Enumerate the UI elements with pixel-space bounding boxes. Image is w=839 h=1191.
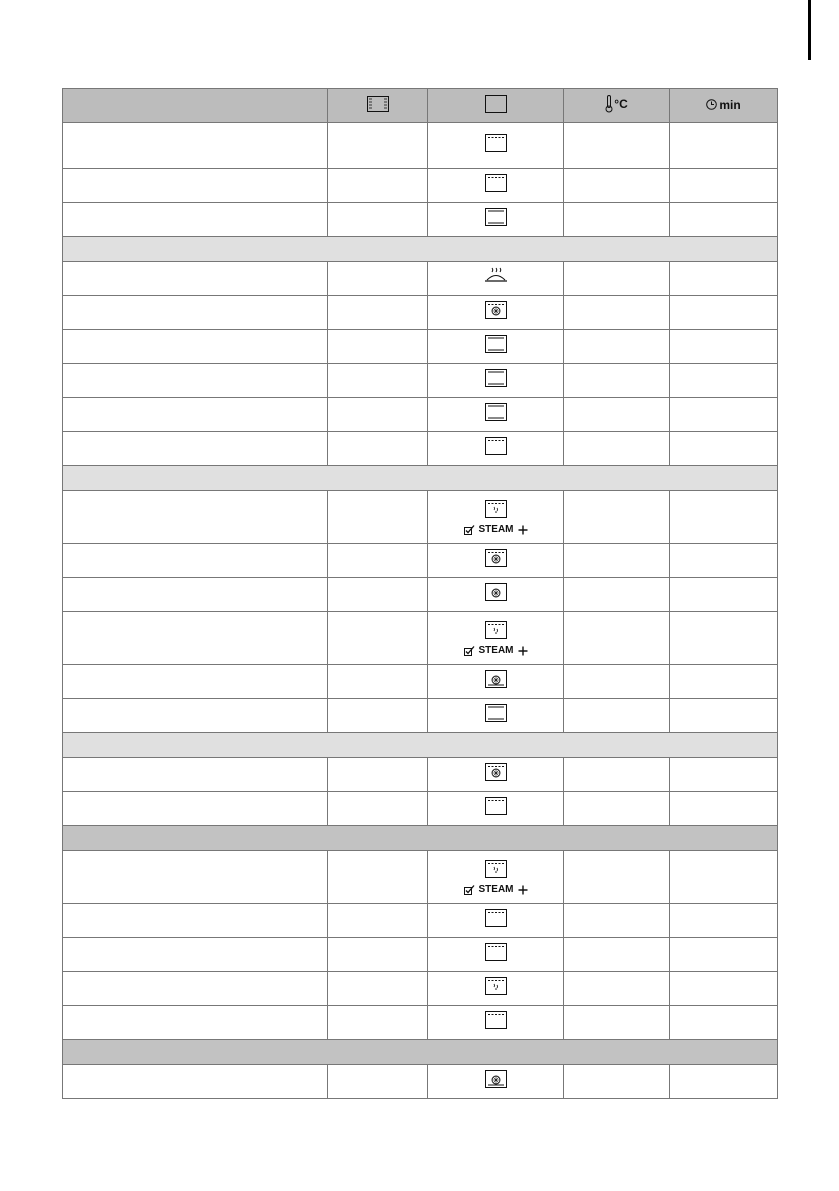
time-cell — [670, 398, 778, 432]
steam-heat-icon — [485, 860, 507, 878]
thermometer-icon — [605, 95, 613, 113]
table-row — [63, 169, 778, 203]
food-cell — [63, 792, 328, 826]
temperature-cell — [564, 665, 670, 699]
table-row — [63, 491, 778, 544]
time-cell — [670, 330, 778, 364]
grill-fan-icon — [485, 301, 507, 319]
temperature-cell — [564, 398, 670, 432]
top-bottom-heat-icon — [485, 704, 507, 722]
temperature-cell — [564, 544, 670, 578]
shelf-cell — [328, 938, 428, 972]
food-cell — [63, 851, 328, 904]
time-unit: min — [719, 97, 741, 112]
shelf-position-icon — [367, 96, 389, 112]
top-bottom-heat-icon — [485, 208, 507, 226]
time-cell — [670, 758, 778, 792]
top-heat-icon — [485, 943, 507, 961]
shelf-cell — [328, 1065, 428, 1099]
time-cell — [670, 203, 778, 237]
food-cell — [63, 938, 328, 972]
steam-heat-icon — [485, 621, 507, 639]
function-cell — [428, 792, 564, 826]
temperature-cell — [564, 169, 670, 203]
function-cell — [428, 296, 564, 330]
section-header-row — [63, 466, 778, 491]
shelf-cell — [328, 665, 428, 699]
function-cell — [428, 612, 564, 665]
temperature-cell — [564, 262, 670, 296]
shelf-cell — [328, 398, 428, 432]
plus-icon — [518, 885, 528, 895]
time-cell — [670, 938, 778, 972]
table-row — [63, 296, 778, 330]
food-cell — [63, 1006, 328, 1040]
function-cell — [428, 203, 564, 237]
steam-check-icon — [464, 525, 475, 535]
table-row — [63, 938, 778, 972]
table-row — [63, 262, 778, 296]
food-cell — [63, 296, 328, 330]
function-cell — [428, 972, 564, 1006]
table-row — [63, 665, 778, 699]
time-cell — [670, 699, 778, 733]
plate-warming-icon — [483, 266, 509, 286]
table-row — [63, 758, 778, 792]
food-cell — [63, 432, 328, 466]
time-cell — [670, 432, 778, 466]
table-row — [63, 1006, 778, 1040]
section-header-cell — [63, 237, 778, 262]
table-row — [63, 203, 778, 237]
function-cell — [428, 699, 564, 733]
function-cell — [428, 432, 564, 466]
time-cell — [670, 612, 778, 665]
steam-label: STEAM — [478, 883, 514, 895]
plus-icon — [518, 525, 528, 535]
time-cell — [670, 578, 778, 612]
table-row — [63, 612, 778, 665]
temperature-cell — [564, 123, 670, 169]
food-cell — [63, 491, 328, 544]
function-cell — [428, 123, 564, 169]
shelf-cell — [328, 330, 428, 364]
function-cell — [428, 491, 564, 544]
steam-indicator — [464, 885, 528, 895]
top-heat-icon — [485, 1011, 507, 1029]
section-header-row — [63, 237, 778, 262]
temperature-cell — [564, 1006, 670, 1040]
section-header-row — [63, 733, 778, 758]
steam-heat-icon — [485, 977, 507, 995]
temperature-cell — [564, 758, 670, 792]
table-row — [63, 578, 778, 612]
temperature-cell — [564, 1065, 670, 1099]
food-cell — [63, 972, 328, 1006]
table-row — [63, 792, 778, 826]
time-cell — [670, 296, 778, 330]
function-cell — [428, 262, 564, 296]
time-cell — [670, 123, 778, 169]
fan-bottom-icon — [485, 670, 507, 688]
food-cell — [63, 262, 328, 296]
time-cell — [670, 792, 778, 826]
function-cell — [428, 578, 564, 612]
section-header-cell — [63, 733, 778, 758]
time-cell — [670, 544, 778, 578]
food-cell — [63, 203, 328, 237]
food-cell — [63, 612, 328, 665]
top-heat-icon — [485, 134, 507, 152]
steam-check-icon — [464, 885, 475, 895]
food-cell — [63, 364, 328, 398]
food-cell — [63, 1065, 328, 1099]
temperature-cell — [564, 699, 670, 733]
temperature-cell — [564, 491, 670, 544]
grill-fan-icon — [485, 763, 507, 781]
shelf-cell — [328, 851, 428, 904]
table-row — [63, 904, 778, 938]
top-heat-icon — [485, 909, 507, 927]
function-cell — [428, 544, 564, 578]
time-cell — [670, 665, 778, 699]
header-function — [428, 89, 564, 123]
function-cell — [428, 938, 564, 972]
shelf-cell — [328, 904, 428, 938]
table-row — [63, 330, 778, 364]
function-cell — [428, 1006, 564, 1040]
steam-label: STEAM — [478, 523, 514, 535]
function-cell — [428, 904, 564, 938]
header-food — [63, 89, 328, 123]
plus-icon — [518, 646, 528, 656]
food-cell — [63, 578, 328, 612]
food-cell — [63, 758, 328, 792]
top-heat-icon — [485, 437, 507, 455]
fan-bottom-icon — [485, 1070, 507, 1088]
time-cell — [670, 1065, 778, 1099]
shelf-cell — [328, 432, 428, 466]
top-heat-icon — [485, 174, 507, 192]
temperature-cell — [564, 203, 670, 237]
section-header-row — [63, 826, 778, 851]
shelf-cell — [328, 972, 428, 1006]
temperature-cell — [564, 938, 670, 972]
fan-heat-icon — [485, 583, 507, 601]
shelf-cell — [328, 578, 428, 612]
food-cell — [63, 330, 328, 364]
steam-heat-icon — [485, 500, 507, 518]
temperature-cell — [564, 364, 670, 398]
time-cell — [670, 364, 778, 398]
table-row — [63, 432, 778, 466]
header-temperature — [564, 89, 670, 123]
temperature-cell — [564, 330, 670, 364]
shelf-cell — [328, 612, 428, 665]
time-cell — [670, 851, 778, 904]
food-cell — [63, 544, 328, 578]
table-row — [63, 364, 778, 398]
top-bottom-heat-icon — [485, 403, 507, 421]
shelf-cell — [328, 1006, 428, 1040]
food-cell — [63, 123, 328, 169]
food-cell — [63, 398, 328, 432]
header-time — [670, 89, 778, 123]
food-cell — [63, 665, 328, 699]
shelf-cell — [328, 169, 428, 203]
shelf-cell — [328, 792, 428, 826]
temperature-cell — [564, 851, 670, 904]
section-header-cell — [63, 826, 778, 851]
temperature-cell — [564, 578, 670, 612]
shelf-cell — [328, 296, 428, 330]
time-cell — [670, 1006, 778, 1040]
table-header — [63, 89, 778, 123]
steam-indicator — [464, 525, 528, 535]
temperature-cell — [564, 904, 670, 938]
top-heat-icon — [485, 797, 507, 815]
section-header-row — [63, 1040, 778, 1065]
section-header-cell — [63, 1040, 778, 1065]
shelf-cell — [328, 203, 428, 237]
temperature-cell — [564, 432, 670, 466]
table-row — [63, 544, 778, 578]
temperature-cell — [564, 612, 670, 665]
grill-fan-icon — [485, 549, 507, 567]
shelf-cell — [328, 491, 428, 544]
function-cell — [428, 330, 564, 364]
temperature-unit: °C — [614, 97, 628, 111]
temperature-cell — [564, 792, 670, 826]
shelf-cell — [328, 123, 428, 169]
food-cell — [63, 699, 328, 733]
table-row — [63, 851, 778, 904]
section-header-cell — [63, 466, 778, 491]
shelf-cell — [328, 262, 428, 296]
table-row — [63, 972, 778, 1006]
shelf-cell — [328, 758, 428, 792]
function-cell — [428, 1065, 564, 1099]
cooking-table — [62, 88, 778, 1099]
oven-function-icon — [485, 95, 507, 113]
shelf-cell — [328, 699, 428, 733]
time-cell — [670, 262, 778, 296]
header-shelf — [328, 89, 428, 123]
shelf-cell — [328, 544, 428, 578]
binding-mark — [808, 0, 811, 60]
table-row — [63, 123, 778, 169]
steam-indicator — [464, 646, 528, 656]
top-bottom-heat-icon — [485, 369, 507, 387]
time-cell — [670, 904, 778, 938]
food-cell — [63, 904, 328, 938]
temperature-cell — [564, 972, 670, 1006]
table-row — [63, 699, 778, 733]
food-cell — [63, 169, 328, 203]
table-row — [63, 1065, 778, 1099]
steam-label: STEAM — [478, 644, 514, 656]
shelf-cell — [328, 364, 428, 398]
function-cell — [428, 851, 564, 904]
function-cell — [428, 665, 564, 699]
table-row — [63, 398, 778, 432]
function-cell — [428, 758, 564, 792]
time-cell — [670, 972, 778, 1006]
time-cell — [670, 169, 778, 203]
steam-check-icon — [464, 646, 475, 656]
time-cell — [670, 491, 778, 544]
top-bottom-heat-icon — [485, 335, 507, 353]
clock-icon — [706, 99, 717, 110]
function-cell — [428, 398, 564, 432]
temperature-cell — [564, 296, 670, 330]
function-cell — [428, 169, 564, 203]
function-cell — [428, 364, 564, 398]
